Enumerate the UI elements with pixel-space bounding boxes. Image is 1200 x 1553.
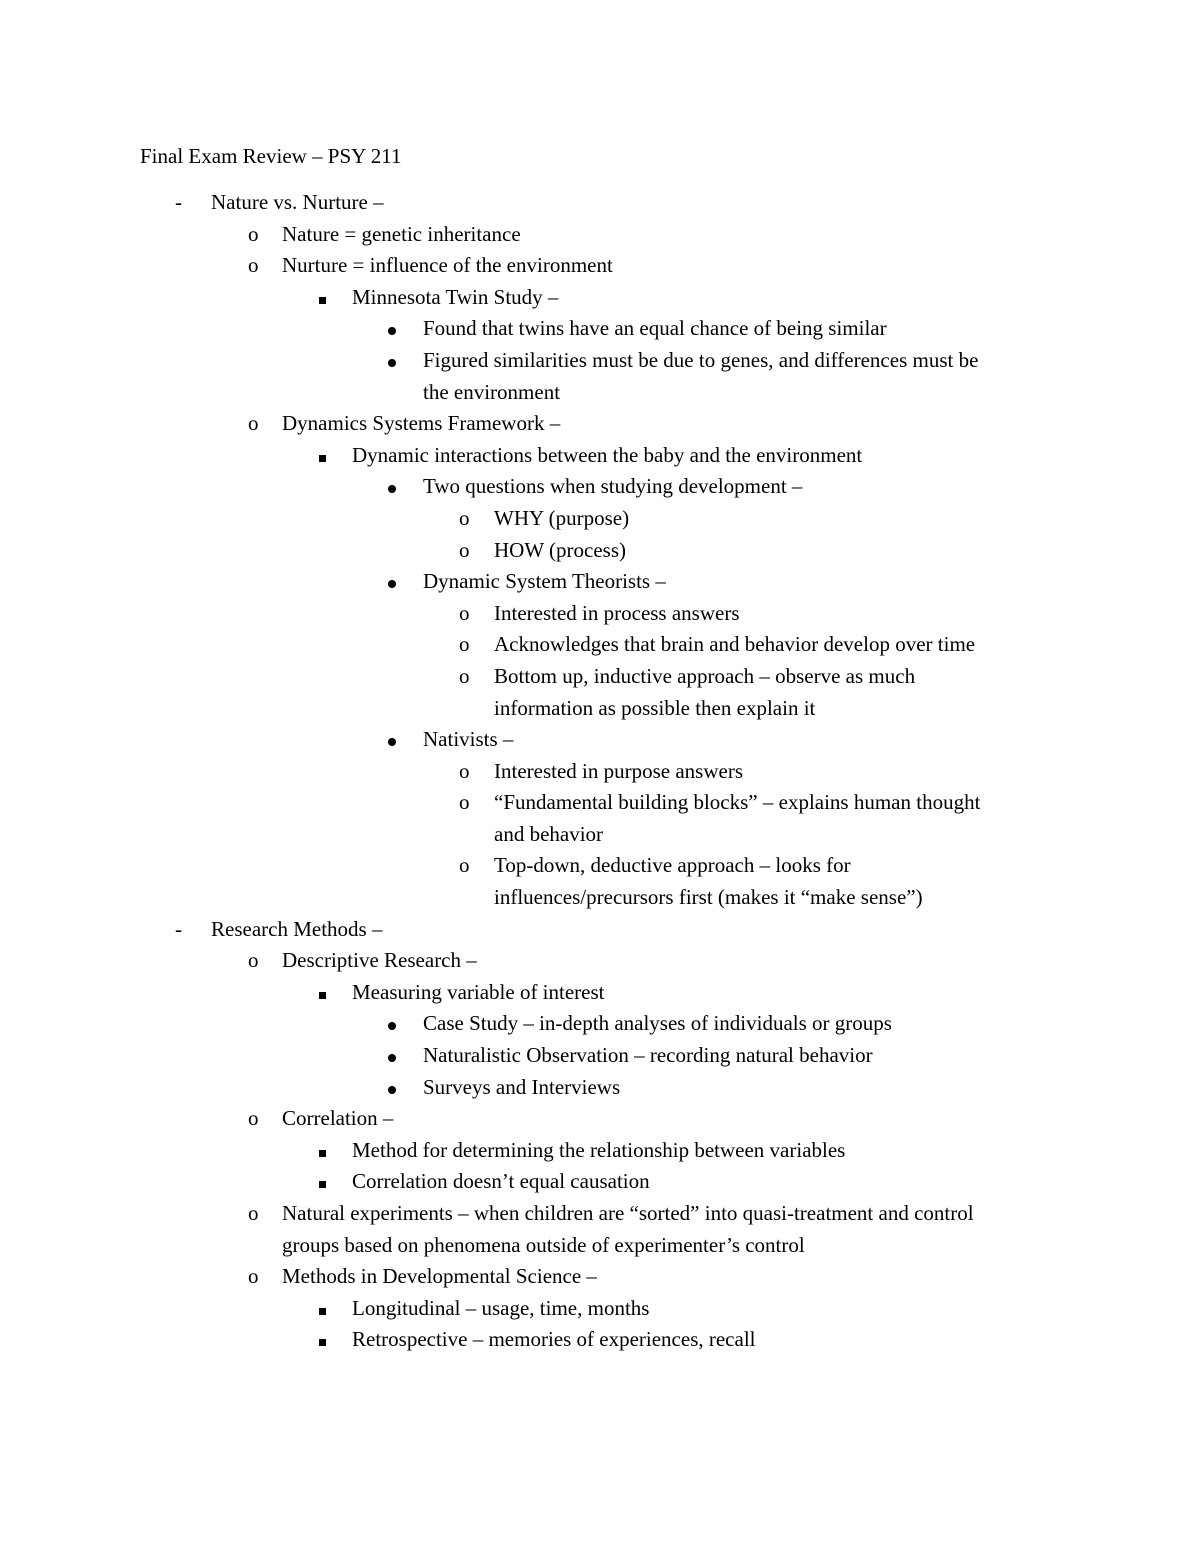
outline-item-level-2 [0, 1103, 1200, 1135]
outline-item-text: Case Study – in-depth analyses of individuals or groups [423, 1011, 892, 1036]
outline-item-text: Interested in process answers [494, 600, 740, 625]
outline-item-level-2 [0, 945, 1200, 977]
outline-item-level-5 [0, 850, 1200, 882]
circle-bullet-icon: o [459, 758, 470, 783]
outline-item-text: Correlation – [282, 1106, 394, 1131]
outline-item-level-4 [0, 724, 1200, 756]
outline-item-level-2 [0, 219, 1200, 251]
circle-bullet-icon: o [248, 1264, 259, 1289]
outline-item-text: Dynamic interactions between the baby and the environment [352, 442, 863, 467]
outline-item-level-2 [0, 408, 1200, 440]
square-bullet-icon [319, 1166, 326, 1198]
outline-item-text: Bottom up, inductive approach – observe as much [494, 663, 916, 688]
outline-item-level-4 [0, 1072, 1200, 1104]
circle-bullet-icon: o [248, 948, 259, 973]
outline-item-text: HOW (process) [494, 537, 626, 562]
outline-item-text: Interested in purpose answers [494, 758, 744, 783]
outline-item-text: Nature = genetic inheritance [282, 221, 521, 246]
outline-item-text: Longitudinal – usage, time, months [352, 1295, 650, 1320]
outline-item-text: Nativists – [423, 727, 514, 752]
outline-item-text: Found that twins have an equal chance of being similar [423, 316, 887, 341]
circle-bullet-icon: o [248, 1106, 259, 1131]
round-bullet-icon [388, 1040, 396, 1072]
document-title: Final Exam Review – PSY 211 [140, 144, 402, 168]
square-bullet-icon [319, 1324, 326, 1356]
outline-item-level-5 [0, 503, 1200, 535]
dash-bullet-icon: - [175, 916, 182, 941]
outline-item-level-5 [0, 693, 1200, 725]
outline-list [0, 187, 1200, 1356]
round-bullet-icon [388, 471, 396, 503]
outline-item-text: Minnesota Twin Study – [352, 284, 559, 309]
outline-item-text: Measuring variable of interest [352, 979, 605, 1004]
round-bullet-icon [388, 345, 396, 377]
outline-item-level-3 [0, 1135, 1200, 1167]
outline-item-level-2 [0, 1230, 1200, 1262]
outline-item-level-3 [0, 282, 1200, 314]
outline-item-level-5 [0, 882, 1200, 914]
outline-item-text: the environment [423, 379, 561, 404]
circle-bullet-icon: o [248, 1201, 259, 1225]
outline-item-text: Nature vs. Nurture – [211, 190, 384, 214]
outline-item-text: Figured similarities must be due to genes, and differences must be [423, 347, 979, 372]
outline-item-text: Research Methods – [211, 916, 383, 941]
outline-item-text: Dynamics Systems Framework – [282, 411, 561, 436]
square-bullet-icon [319, 440, 326, 472]
outline-item-level-5 [0, 629, 1200, 661]
round-bullet-icon [388, 313, 396, 345]
outline-item-level-5 [0, 661, 1200, 693]
outline-item-level-3 [0, 1293, 1200, 1325]
outline-item-level-2 [0, 1261, 1200, 1293]
circle-bullet-icon: o [459, 790, 470, 815]
outline-item-level-5 [0, 598, 1200, 630]
outline-item-level-3 [0, 977, 1200, 1009]
circle-bullet-icon: o [459, 537, 470, 562]
circle-bullet-icon: o [248, 411, 259, 436]
circle-bullet-icon: o [459, 663, 470, 688]
outline-item-text: and behavior [494, 821, 604, 846]
round-bullet-icon [388, 566, 396, 598]
outline-item-level-3 [0, 440, 1200, 472]
square-bullet-icon [319, 1293, 326, 1325]
outline-item-level-3 [0, 1166, 1200, 1198]
outline-item-text: “Fundamental building blocks” – explains human thought [494, 790, 981, 815]
outline-item-text: Method for determining the relationship between variables [352, 1137, 846, 1162]
outline-item-text: Correlation doesn’t equal causation [352, 1169, 650, 1194]
circle-bullet-icon: o [459, 632, 470, 657]
round-bullet-icon [388, 1072, 396, 1104]
outline-item-level-4 [0, 471, 1200, 503]
square-bullet-icon [319, 977, 326, 1009]
square-bullet-icon [319, 282, 326, 314]
outline-item-level-4 [0, 1008, 1200, 1040]
circle-bullet-icon: o [248, 221, 259, 246]
outline-item-text: WHY (purpose) [494, 505, 630, 530]
outline-item-text: Naturalistic Observation – recording natural behavior [423, 1043, 873, 1068]
outline-item-level-4 [0, 377, 1200, 409]
outline-item-level-1 [0, 187, 1200, 219]
outline-item-level-4 [0, 313, 1200, 345]
outline-item-text: Surveys and Interviews [423, 1074, 621, 1099]
outline-item-text: Dynamic System Theorists – [423, 569, 666, 594]
outline-item-level-2 [0, 1198, 1200, 1230]
circle-bullet-icon: o [459, 600, 470, 625]
circle-bullet-icon: o [459, 505, 470, 530]
outline-item-level-2 [0, 250, 1200, 282]
outline-item-level-4 [0, 345, 1200, 377]
outline-item-level-5 [0, 819, 1200, 851]
outline-item-text: Methods in Developmental Science – [282, 1264, 597, 1289]
circle-bullet-icon: o [459, 853, 470, 878]
square-bullet-icon [319, 1135, 326, 1167]
outline-item-text: Two questions when studying development – [423, 474, 803, 499]
outline-item-text: information as possible then explain it [494, 695, 816, 720]
outline-item-level-4 [0, 1040, 1200, 1072]
outline-item-text: Natural experiments – when children are “sorted” into quasi-treatment and control [282, 1201, 974, 1225]
outline-item-text: Acknowledges that brain and behavior develop over time [494, 632, 976, 657]
round-bullet-icon [388, 1008, 396, 1040]
round-bullet-icon [388, 724, 396, 756]
outline-item-level-5 [0, 756, 1200, 788]
circle-bullet-icon: o [248, 253, 259, 278]
outline-item-text: Top-down, deductive approach – looks for [494, 853, 851, 878]
outline-item-text: Nurture = influence of the environment [282, 253, 613, 278]
outline-item-text: groups based on phenomena outside of experimenter’s control [282, 1232, 805, 1257]
outline-item-level-5 [0, 787, 1200, 819]
outline-item-level-5 [0, 535, 1200, 567]
outline-item-text: influences/precursors first (makes it “make sense”) [494, 885, 923, 910]
outline-item-text: Descriptive Research – [282, 948, 477, 973]
outline-item-level-1 [0, 914, 1200, 946]
outline-item-level-4 [0, 566, 1200, 598]
dash-bullet-icon: - [175, 190, 182, 214]
outline-item-level-3 [0, 1324, 1200, 1356]
outline-item-text: Retrospective – memories of experiences, recall [352, 1327, 756, 1352]
